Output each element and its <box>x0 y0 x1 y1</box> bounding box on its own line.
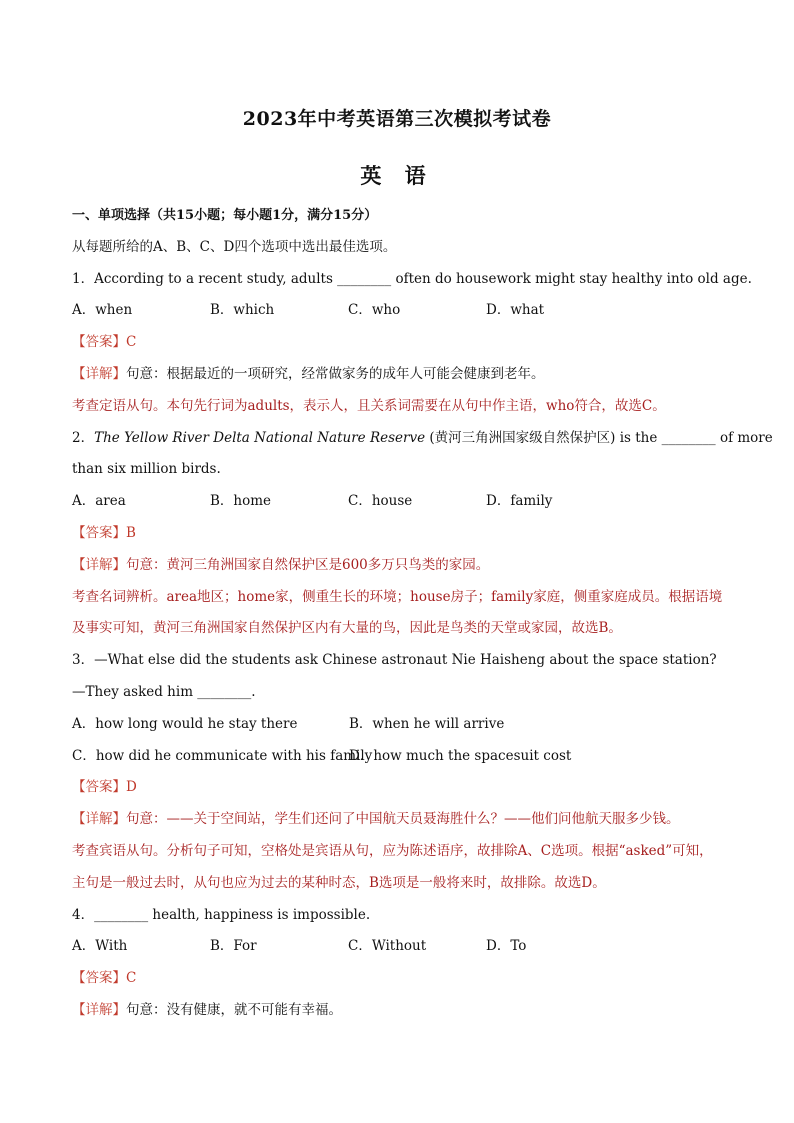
question-3-detail <box>72 804 732 836</box>
answer-label: 【答案】 <box>72 970 126 987</box>
question-2-explanation-line1: 考查名词辨析。area地区；home家，侧重生长的环境；house房子；family家庭，侧重家庭成员。根据语境 <box>72 588 723 605</box>
question-2-stem-rest: (黄河三角洲国家级自然保护区) is the ________ of more <box>425 429 773 446</box>
option-a: A．how long would he stay there <box>72 715 298 732</box>
question-3-stem: 3．—What else did the students ask Chinese astronaut Nie Haisheng about the space station? <box>72 652 717 669</box>
option-b: B．which <box>210 302 275 319</box>
question-1-explanation: 考查定语从句。本句先行词为adults，表示人，且关系词需要在从句中作主语，who符合，故选C。 <box>72 397 666 414</box>
detail-meaning: 句意：根据最近的一项研究，经常做家务的成年人可能会健康到老年。 <box>126 365 545 382</box>
question-3-stem-line2: —They asked him ________. <box>72 683 256 700</box>
answer-value: D <box>126 779 137 796</box>
question-3-answer <box>72 772 732 804</box>
detail-label: 【详解】 <box>72 556 126 573</box>
question-4-options <box>72 931 732 963</box>
question-3-explanation-line1: 考查宾语从句。分析句子可知，空格处是宾语从句，应为陈述语序，故排除A、C选项。根据“asked”可知， <box>72 842 713 859</box>
section-header: 一、单项选择（共15小题；每小题1分，满分15分） <box>72 208 378 223</box>
option-a: A．when <box>72 302 133 319</box>
option-c: C．how did he communicate with his family <box>72 747 373 764</box>
question-2-number: 2． <box>72 429 95 446</box>
detail-meaning: 句意：黄河三角洲国家自然保护区是600多万只鸟类的家园。 <box>126 556 490 573</box>
answer-value: B <box>126 524 136 541</box>
answer-label: 【答案】 <box>72 779 126 796</box>
exam-title: 2023年中考英语第三次模拟考试卷 <box>242 108 552 130</box>
question-3-options-row2 <box>72 741 732 773</box>
detail-label: 【详解】 <box>72 365 126 382</box>
question-1-answer <box>72 327 732 359</box>
question-1-detail <box>72 359 732 391</box>
question-2-stem <box>72 423 773 455</box>
question-4-stem: 4．________ health, happiness is impossible. <box>72 906 371 923</box>
answer-label: 【答案】 <box>72 524 126 541</box>
question-2-detail <box>72 550 732 582</box>
question-1-stem: 1．According to a recent study, adults ________ often do housework might stay healthy into old age. <box>72 270 752 287</box>
question-4-answer <box>72 963 732 995</box>
question-2-explanation-line2: 及事实可知，黄河三角洲国家自然保护区内有大量的鸟，因此是鸟类的天堂或家园，故选B。 <box>72 620 622 637</box>
answer-value: C <box>126 334 137 351</box>
question-3-options-row1 <box>72 709 732 741</box>
reserve-name: The Yellow River Delta National Nature Reserve <box>94 429 426 446</box>
option-a: A．area <box>72 493 126 510</box>
question-2-answer <box>72 518 732 550</box>
question-2-stem-line2: than six million birds. <box>72 461 221 478</box>
option-c: C．Without <box>348 938 427 955</box>
detail-meaning: 句意：没有健康，就不可能有幸福。 <box>126 1001 342 1018</box>
option-d: D．family <box>486 493 553 510</box>
option-b: B．home <box>210 493 272 510</box>
answer-value: C <box>126 970 137 987</box>
section-instruction: 从每题所给的A、B、C、D四个选项中选出最佳选项。 <box>72 238 397 255</box>
question-3-explanation-line2: 主句是一般过去时，从句也应为过去的某种时态，B选项是一般将来时，故排除。故选D。 <box>72 874 606 891</box>
option-c: C．house <box>348 493 413 510</box>
detail-label: 【详解】 <box>72 1001 126 1018</box>
question-2-options <box>72 486 732 518</box>
detail-meaning: 句意：——关于空间站，学生们还问了中国航天员聂海胜什么？——他们问他航天服多少钱。 <box>126 811 680 828</box>
option-a: A．With <box>72 938 128 955</box>
option-d: D．To <box>486 938 527 955</box>
option-b: B．when he will arrive <box>349 715 505 732</box>
question-4-detail <box>72 995 732 1027</box>
option-d: D．what <box>486 302 545 319</box>
subject-title: 英 语 <box>360 163 434 188</box>
exam-content <box>72 200 773 1027</box>
detail-label: 【详解】 <box>72 811 126 828</box>
question-1-options <box>72 295 732 327</box>
option-d: D．how much the spacesuit cost <box>349 747 572 764</box>
option-b: B．For <box>210 938 257 955</box>
option-c: C．who <box>348 302 401 319</box>
answer-label: 【答案】 <box>72 334 126 351</box>
